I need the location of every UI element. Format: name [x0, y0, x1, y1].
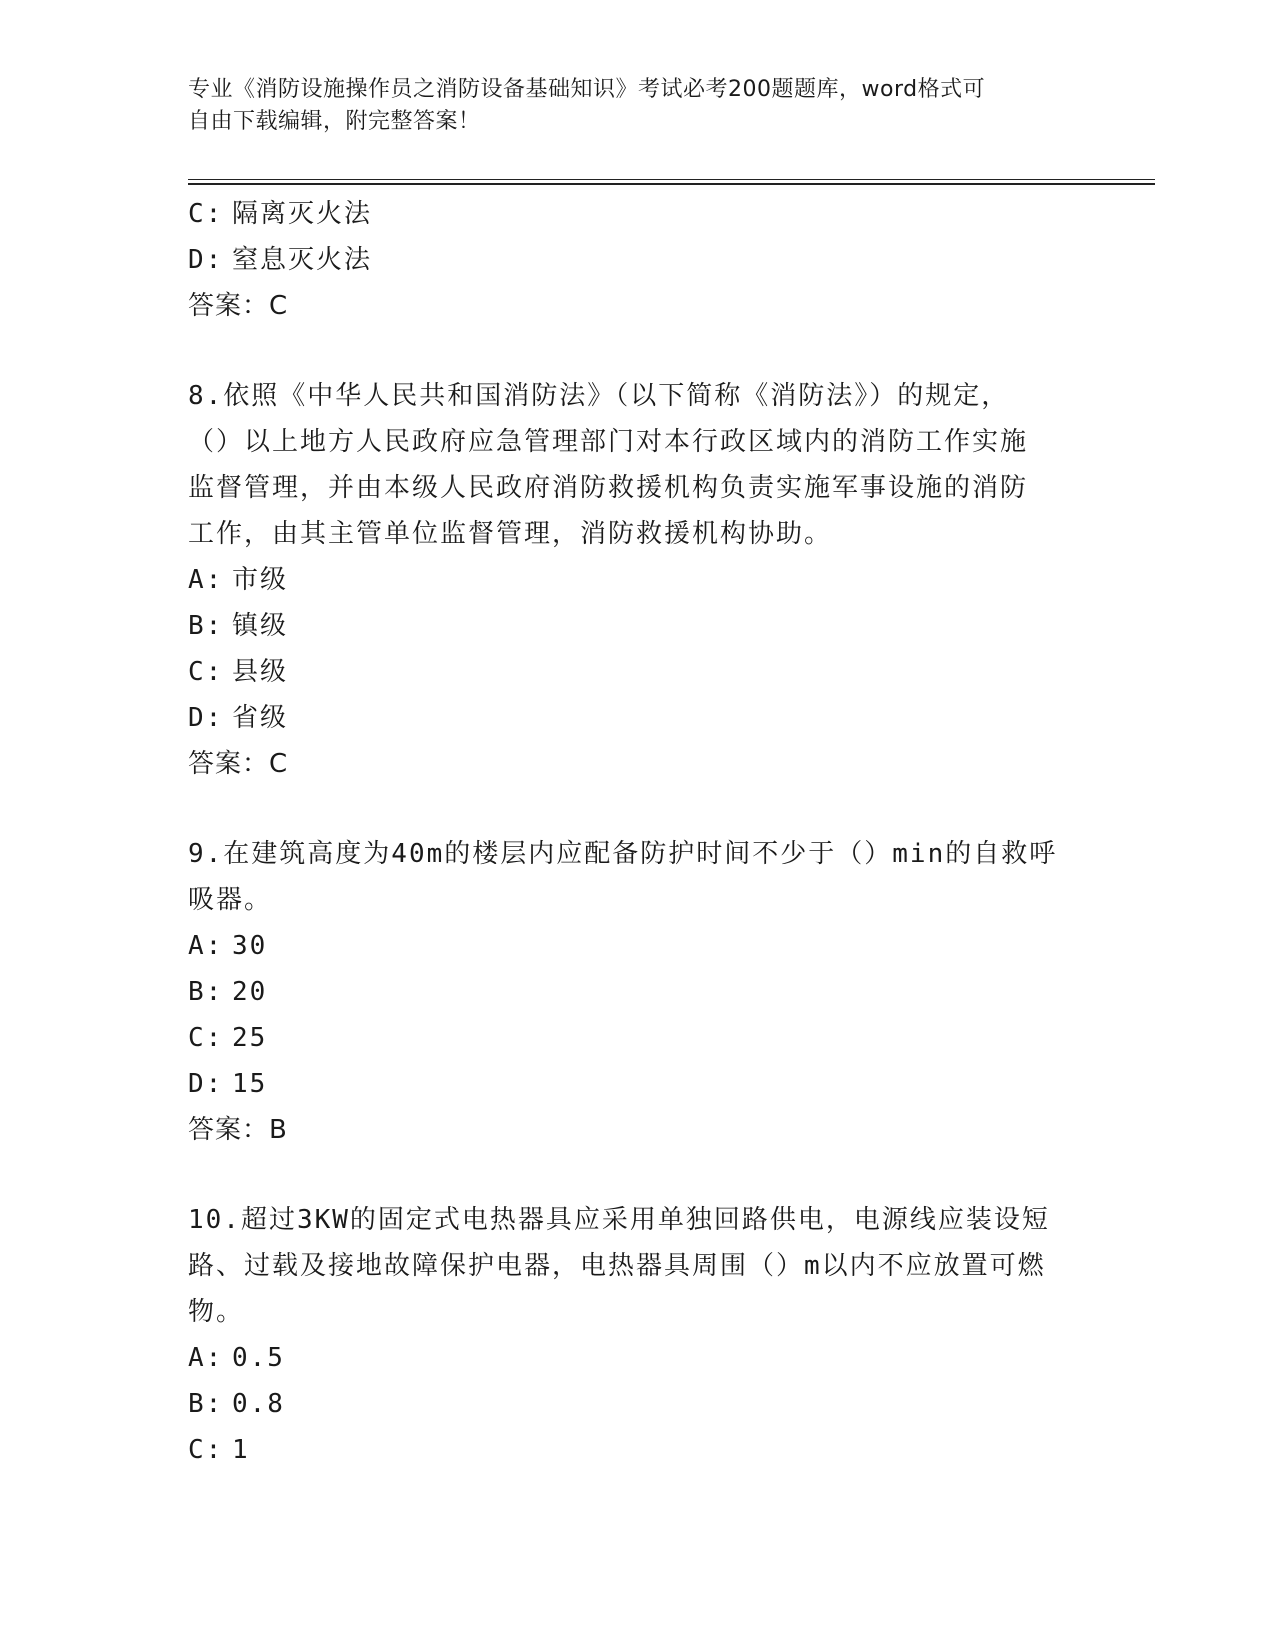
option-text: 镇级	[232, 611, 289, 641]
question-stem-line: 10.超过3KW的固定式电热器具应采用单独回路供电，电源线应装设短	[188, 1205, 1050, 1235]
question-stem-line: 8.依照《中华人民共和国消防法》（以下简称《消防法》）的规定，	[188, 381, 1010, 411]
option-b	[188, 603, 1088, 649]
answer-line: 答案：C	[188, 749, 289, 779]
option-a	[188, 557, 1088, 603]
question-stem-line: 9.在建筑高度为40m的楼层内应配备防护时间不少于（）min的自救呼	[188, 839, 1058, 869]
option-b	[188, 1381, 1088, 1427]
option-label: B:	[188, 1389, 224, 1419]
option-label: A:	[188, 931, 224, 961]
option-label: D:	[188, 1069, 224, 1099]
option-label: C:	[188, 199, 224, 229]
option-text: 0.8	[232, 1389, 285, 1419]
option-text: 市级	[232, 565, 289, 595]
option-text: 窒息灭火法	[232, 245, 373, 275]
option-text: 25	[232, 1023, 268, 1053]
document-header	[188, 74, 1088, 138]
option-a	[188, 923, 1088, 969]
question-stem-line: 路、过载及接地故障保护电器，电热器具周围（）m以内不应放置可燃	[188, 1251, 1046, 1281]
question-stem-line: （）以上地方人民政府应急管理部门对本行政区域内的消防工作实施	[188, 427, 1029, 457]
option-d	[188, 1061, 1088, 1107]
question-stem-line: 物。	[188, 1297, 245, 1327]
question-stem-line: 吸器。	[188, 885, 273, 915]
question-stem-line: 监督管理，并由本级人民政府消防救援机构负责实施军事设施的消防	[188, 473, 1029, 503]
option-text: 15	[232, 1069, 268, 1099]
option-label: A:	[188, 1343, 224, 1373]
answer-line: 答案：B	[188, 1115, 288, 1145]
question-8	[188, 373, 1088, 787]
header-line-1: 专业《消防设施操作员之消防设备基础知识》考试必考200题题库，word格式可	[188, 77, 986, 102]
option-label: B:	[188, 611, 224, 641]
option-label: C:	[188, 1023, 224, 1053]
option-text: 1	[232, 1435, 250, 1465]
question-list	[188, 191, 1088, 1473]
option-text: 30	[232, 931, 268, 961]
option-label: B:	[188, 977, 224, 1007]
option-c	[188, 1427, 1088, 1473]
option-label: D:	[188, 245, 224, 275]
option-label: C:	[188, 657, 224, 687]
option-text: 省级	[232, 703, 289, 733]
question-9	[188, 831, 1088, 1153]
option-label: A:	[188, 565, 224, 595]
option-d	[188, 237, 1088, 283]
header-line-2: 自由下载编辑，附完整答案！	[188, 109, 481, 134]
option-text: 20	[232, 977, 268, 1007]
option-text: 隔离灭火法	[232, 199, 373, 229]
option-label: D:	[188, 703, 224, 733]
answer-line: 答案：C	[188, 291, 289, 321]
question-7-partial	[188, 191, 1088, 329]
option-c	[188, 191, 1088, 237]
question-10	[188, 1197, 1088, 1473]
header-divider-thin	[188, 179, 1155, 180]
option-label: C:	[188, 1435, 224, 1465]
header-divider-thick	[188, 183, 1155, 185]
option-text: 0.5	[232, 1343, 285, 1373]
option-text: 县级	[232, 657, 289, 687]
option-c	[188, 649, 1088, 695]
question-stem-line: 工作，由其主管单位监督管理，消防救援机构协助。	[188, 519, 833, 549]
option-c	[188, 1015, 1088, 1061]
option-d	[188, 695, 1088, 741]
option-a	[188, 1335, 1088, 1381]
option-b	[188, 969, 1088, 1015]
